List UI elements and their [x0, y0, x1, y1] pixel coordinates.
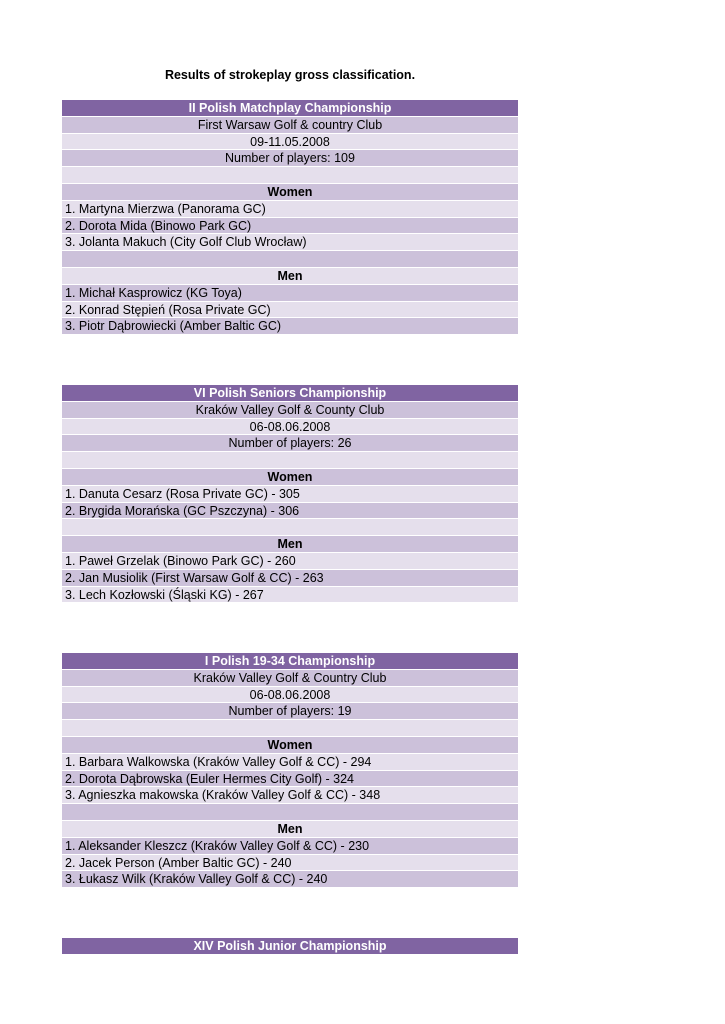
results-table-junior — [62, 938, 518, 955]
women-result-row: 3. Jolanta Makuch (City Golf Club Wrocław) — [62, 234, 518, 251]
women-result-row: 1. Martyna Mierzwa (Panorama GC) — [62, 201, 518, 218]
spacer-row — [62, 251, 518, 268]
spacer-row — [62, 804, 518, 821]
spacer-row — [62, 167, 518, 184]
men-result-row: 2. Jan Musiolik (First Warsaw Golf & CC) - 263 — [62, 570, 518, 587]
spacer-row — [62, 452, 518, 469]
men-result-row: 3. Łukasz Wilk (Kraków Valley Golf & CC) - 240 — [62, 871, 518, 888]
club-name: First Warsaw Golf & country Club — [62, 117, 518, 134]
men-result-row: 2. Jacek Person (Amber Baltic GC) - 240 — [62, 855, 518, 872]
women-result-row: 3. Agnieszka makowska (Kraków Valley Golf & CC) - 348 — [62, 787, 518, 804]
table-header: II Polish Matchplay Championship — [62, 100, 518, 117]
men-result-row: 3. Piotr Dąbrowiecki (Amber Baltic GC) — [62, 318, 518, 335]
table-header: VI Polish Seniors Championship — [62, 385, 518, 402]
event-dates: 06-08.06.2008 — [62, 687, 518, 704]
men-heading: Men — [62, 268, 518, 285]
results-table-seniors — [62, 385, 518, 603]
women-heading: Women — [62, 737, 518, 754]
men-result-row: 1. Michał Kasprowicz (KG Toya) — [62, 285, 518, 302]
results-table-matchplay — [62, 100, 518, 335]
club-name: Kraków Valley Golf & County Club — [62, 402, 518, 419]
results-table-19-34 — [62, 653, 518, 888]
spacer-row — [62, 720, 518, 737]
table-header: XIV Polish Junior Championship — [62, 938, 518, 955]
spacer-row — [62, 519, 518, 536]
men-result-row: 1. Paweł Grzelak (Binowo Park GC) - 260 — [62, 553, 518, 570]
women-heading: Women — [62, 469, 518, 486]
table-header: I Polish 19-34 Championship — [62, 653, 518, 670]
players-count: Number of players: 26 — [62, 435, 518, 452]
women-result-row: 2. Brygida Morańska (GC Pszczyna) - 306 — [62, 503, 518, 520]
event-dates: 06-08.06.2008 — [62, 419, 518, 436]
women-result-row: 2. Dorota Mida (Binowo Park GC) — [62, 218, 518, 235]
players-count: Number of players: 109 — [62, 150, 518, 167]
men-heading: Men — [62, 821, 518, 838]
men-result-row: 3. Lech Kozłowski (Śląski KG) - 267 — [62, 587, 518, 604]
men-result-row: 2. Konrad Stępień (Rosa Private GC) — [62, 302, 518, 319]
men-heading: Men — [62, 536, 518, 553]
women-result-row: 1. Barbara Walkowska (Kraków Valley Golf & CC) - 294 — [62, 754, 518, 771]
women-result-row: 2. Dorota Dąbrowska (Euler Hermes City Golf) - 324 — [62, 771, 518, 788]
women-heading: Women — [62, 184, 518, 201]
page-title: Results of strokeplay gross classification. — [164, 68, 416, 82]
men-result-row: 1. Aleksander Kleszcz (Kraków Valley Golf & CC) - 230 — [62, 838, 518, 855]
event-dates: 09-11.05.2008 — [62, 134, 518, 151]
players-count: Number of players: 19 — [62, 703, 518, 720]
women-result-row: 1. Danuta Cesarz (Rosa Private GC) - 305 — [62, 486, 518, 503]
club-name: Kraków Valley Golf & Country Club — [62, 670, 518, 687]
